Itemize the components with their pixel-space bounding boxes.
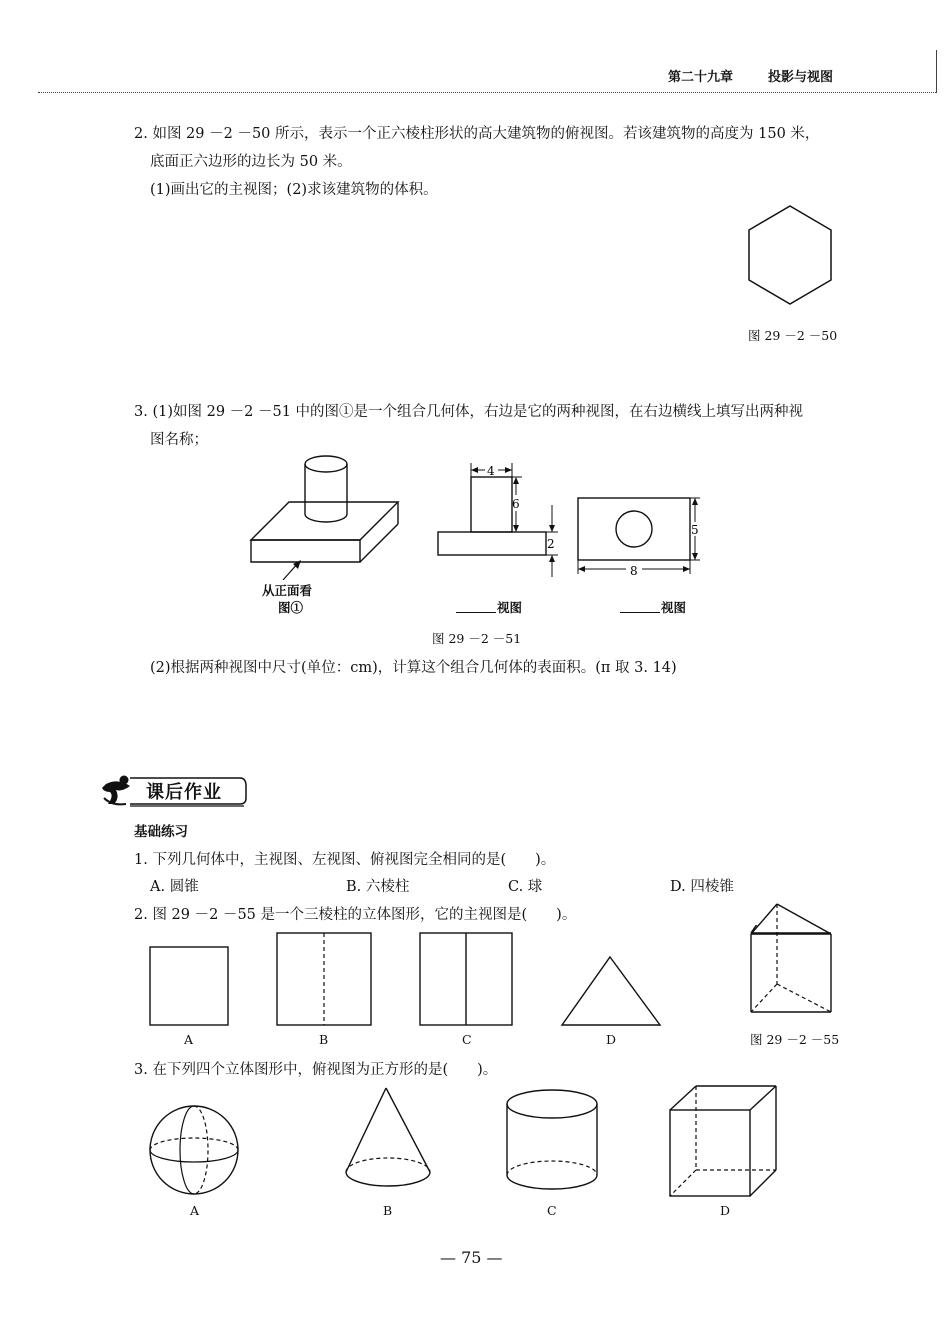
q3-line1: 3. (1)如图 29 －2 －51 中的图①是一个组合几何体，右边是它的两种视图，在右边横线上填写出两种视 <box>134 404 804 420</box>
hw-q1-option-a[interactable]: A. 圆锥 <box>150 879 199 895</box>
hexagon-figure <box>740 200 840 310</box>
view2-blank[interactable] <box>620 612 660 613</box>
dim-5-text: 5 <box>691 523 699 537</box>
view1-blank[interactable] <box>456 612 496 613</box>
option-a-square[interactable] <box>150 947 228 1025</box>
combined-solid-figure <box>245 450 410 580</box>
option-a-sphere[interactable] <box>150 1106 238 1194</box>
hw-q3-stem: 3. 在下列四个立体图形中，俯视图为正方形的是( )。 <box>134 1062 498 1078</box>
header-right-rule <box>936 50 937 93</box>
page-number: — 75 — <box>440 1248 503 1267</box>
hw-q2-label-b: B <box>319 1032 329 1047</box>
option-b-cone[interactable] <box>346 1088 430 1186</box>
dim-8-text: 8 <box>630 564 638 578</box>
option-d-triangle[interactable] <box>562 957 660 1025</box>
hw-q2-label-d: D <box>606 1032 617 1047</box>
hw-q1-option-b[interactable]: B. 六棱柱 <box>346 879 410 895</box>
hw-q3-label-a: A <box>190 1203 200 1218</box>
hw-q2-fig-caption: 图 29 －2 －55 <box>750 1032 840 1047</box>
front-view-arrow-label: 从正面看 <box>262 583 313 598</box>
option-c-cylinder[interactable] <box>507 1090 597 1189</box>
hw-q3-label-b: B <box>383 1203 393 1218</box>
q2-fig-caption: 图 29 －2 －50 <box>748 328 838 343</box>
top-view-figure <box>570 490 710 580</box>
q3-line2: 图名称； <box>150 432 208 448</box>
hw-q2-figures <box>140 925 840 1035</box>
hw-q2-label-a: A <box>184 1032 194 1047</box>
hw-q2-stem: 2. 图 29 －2 －55 是一个三棱柱的立体图形，它的主视图是( )。 <box>134 907 577 923</box>
q2-line1: 2. 如图 29 －2 －50 所示，表示一个正六棱柱形状的高大建筑物的俯视图。若该建筑物的高度为 150 米， <box>134 126 820 142</box>
runner-icon <box>102 776 130 805</box>
q3-fig-caption: 图 29 －2 －51 <box>432 631 522 646</box>
homework-subtitle: 基础练习 <box>134 824 188 840</box>
hw-q3-label-c: C <box>547 1203 557 1218</box>
hw-q3-figures <box>140 1080 790 1205</box>
q2-line3: (1)画出它的主视图；(2)求该建筑物的体积。 <box>150 182 438 198</box>
homework-banner-title: 课后作业 <box>146 782 222 803</box>
q3-part2: (2)根据两种视图中尺寸(单位：cm)，计算这个组合几何体的表面积。(π 取 3. 14) <box>150 660 677 676</box>
view1-label: 视图 <box>497 600 523 615</box>
hw-q2-label-c: C <box>462 1032 472 1047</box>
header-section: 投影与视图 <box>768 70 834 85</box>
dim-2-text: 2 <box>547 537 555 551</box>
dim-6-text: 6 <box>512 497 520 511</box>
hw-q3-label-d: D <box>720 1203 731 1218</box>
front-view-figure <box>430 455 570 580</box>
prism-55-figure <box>745 900 840 1020</box>
hw-q1-stem: 1. 下列几何体中，主视图、左视图、俯视图完全相同的是( )。 <box>134 852 556 868</box>
hw-q1-option-c[interactable]: C. 球 <box>508 879 543 895</box>
hw-q1-option-d[interactable]: D. 四棱锥 <box>670 879 734 895</box>
view2-label: 视图 <box>661 600 687 615</box>
fig1-label: 图① <box>278 600 304 615</box>
header-dotted-rule <box>38 92 936 93</box>
option-d-cube[interactable] <box>670 1086 776 1196</box>
q2-line2: 底面正六边形的边长为 50 米。 <box>150 154 352 170</box>
dim-4-text: 4 <box>487 464 495 478</box>
header-chapter: 第二十九章 <box>668 70 734 85</box>
